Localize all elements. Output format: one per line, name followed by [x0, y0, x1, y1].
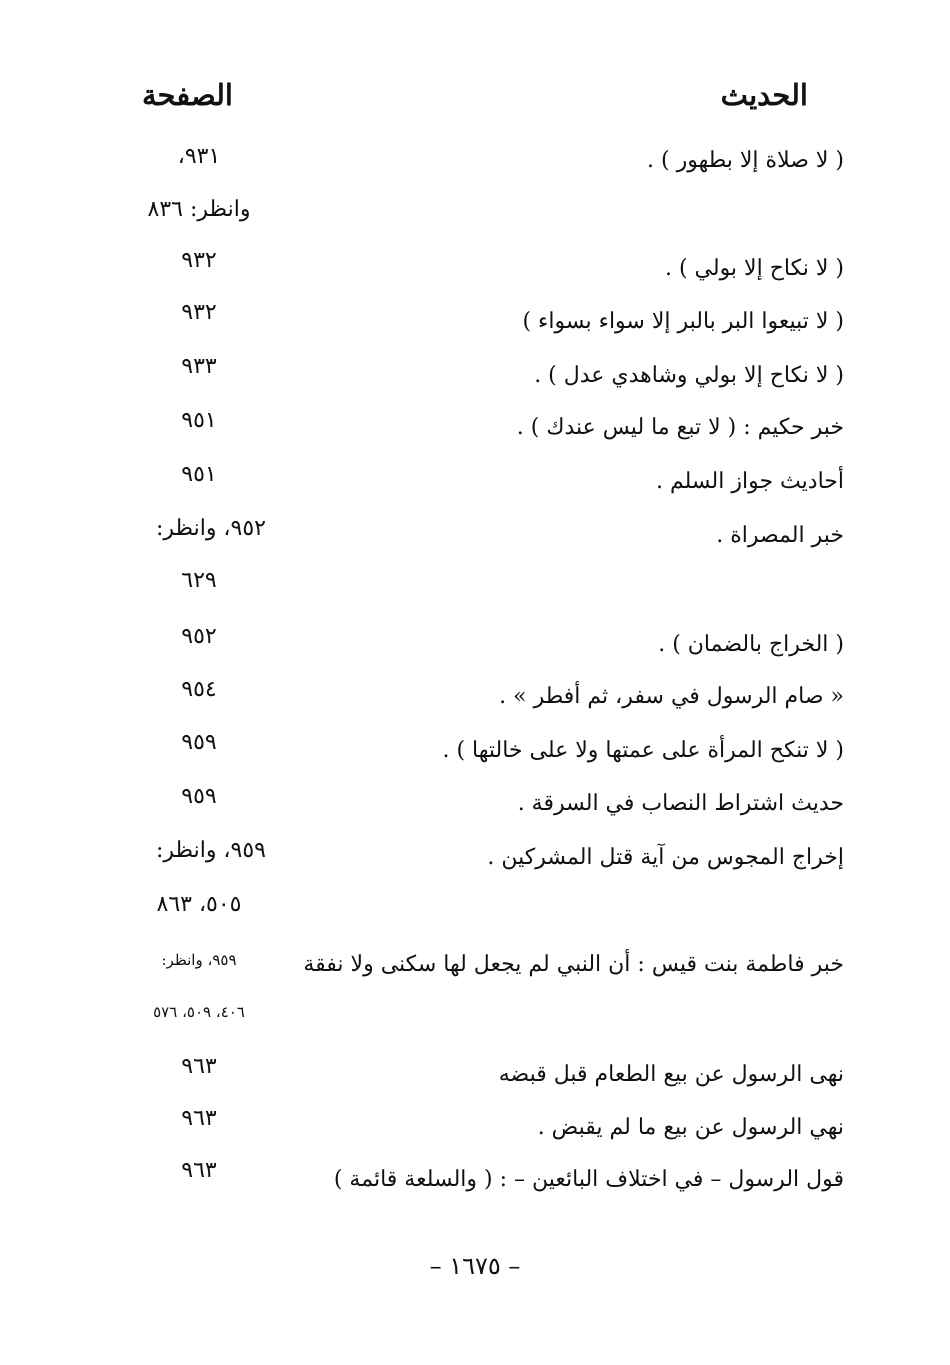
hadith-entry: ( لا تنكح المرأة على عمتها ولا على خالتها ) . — [442, 738, 844, 763]
page-reference: ٤٠٦، ٥٠٩، ٥٧٦ — [153, 1003, 245, 1021]
page-number: – ١٦٧٥ – — [429, 1252, 521, 1280]
hadith-entry: ( الخراج بالضمان ) . — [658, 632, 844, 657]
page-reference: ٩٥٩ — [181, 784, 217, 809]
hadith-entry: قول الرسول – في اختلاف البائعين – : ( والسلعة قائمة ) — [333, 1167, 844, 1192]
page-reference: ٩٥١ — [181, 408, 217, 433]
page-reference: ٦٢٩ — [181, 568, 217, 593]
hadith-entry: ( لا نكاح إلا بولي وشاهدي عدل ) . — [534, 363, 844, 388]
hadith-entry: ( لا نكاح إلا بولي ) . — [664, 256, 844, 281]
page-reference: ٩٦٣ — [181, 1106, 217, 1131]
hadith-entry: نهى الرسول عن بيع الطعام قبل قبضه — [498, 1062, 844, 1087]
hadith-entry: ( لا صلاة إلا بطهور ) . — [647, 148, 844, 173]
hadith-entry: خبر المصراة . — [716, 523, 844, 548]
page-reference: وانظر: ٨٣٦ — [147, 197, 251, 222]
page-reference: ٩٥٢ — [181, 624, 217, 649]
hadith-entry: إخراج المجوس من آية قتل المشركين . — [487, 845, 844, 870]
hadith-entry: خبر حكيم : ( لا تبع ما ليس عندك ) . — [516, 415, 844, 440]
page-reference: ٩٥٩، وانظر: — [155, 838, 266, 863]
page-reference: ٩٥٤ — [181, 677, 217, 702]
page-reference: ٩٣٢ — [181, 248, 217, 273]
hadith-entry: ( لا تبيعوا البر بالبر إلا سواء بسواء ) — [522, 309, 844, 334]
hadith-entry: أحاديث جواز السلم . — [656, 469, 844, 494]
page-reference: ٩٦٣ — [181, 1158, 217, 1183]
page-reference: ٩٥١ — [181, 462, 217, 487]
hadith-entry: نهي الرسول عن بيع ما لم يقبض . — [537, 1115, 844, 1140]
hadith-entry: خبر فاطمة بنت قيس : أن النبي لم يجعل لها سكنى ولا نفقة — [303, 952, 844, 977]
page-reference: ٩٣٢ — [181, 300, 217, 325]
hadith-entry: حديث اشتراط النصاب في السرقة . — [517, 791, 844, 816]
page-reference: ٩٣١، — [177, 144, 221, 169]
hadith-entry: « صام الرسول في سفر، ثم أفطر » . — [499, 684, 844, 709]
page-reference: ٥٠٥، ٨٦٣ — [156, 892, 242, 917]
hadith-column-header: الحديث — [720, 78, 808, 112]
page-reference: ٩٦٣ — [181, 1054, 217, 1079]
page-reference: ٩٥٩، وانظر: — [161, 951, 237, 969]
page-reference: ٩٣٣ — [181, 354, 217, 379]
page-column-header: الصفحة — [142, 78, 233, 112]
page-reference: ٩٥٢، وانظر: — [155, 516, 266, 541]
page-reference: ٩٥٩ — [181, 730, 217, 755]
